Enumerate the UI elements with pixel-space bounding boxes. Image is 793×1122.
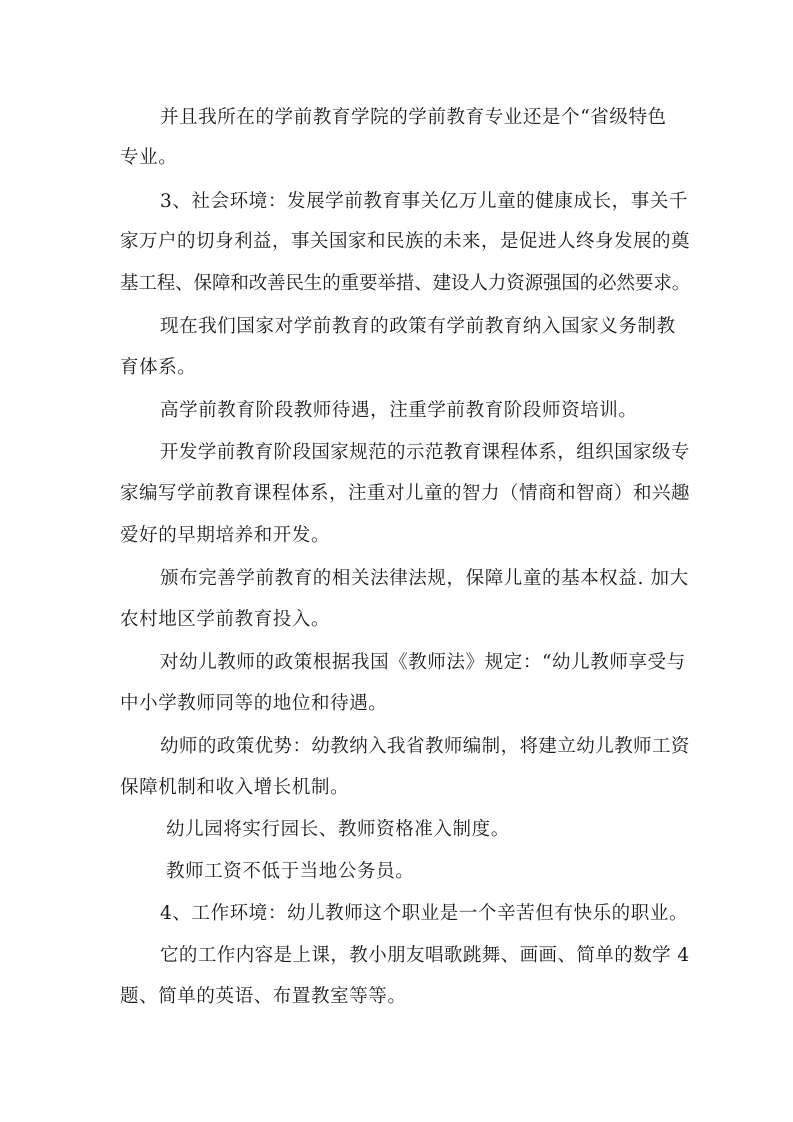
text-line: 它的工作内容是上课，教小朋友唱歌跳舞、画画、简单的数学 4 — [160, 945, 690, 966]
text-line: 中小学教师同等的地位和待遇。 — [120, 693, 388, 714]
text-line: 现在我们国家对学前教育的政策有学前教育纳入国家义务制教 — [160, 316, 676, 337]
text-line: 高学前教育阶段教师待遇，注重学前教育阶段师资培训。 — [160, 400, 638, 421]
text-line: 幼师的政策优势：幼教纳入我省教师编制，将建立幼儿教师工资 — [160, 736, 690, 757]
text-line: 保障机制和收入增长机制。 — [120, 777, 350, 798]
text-line: 基工程、保障和改善民生的重要举措、建设人力资源强国的必然要求。 — [120, 273, 691, 294]
text-line: 幼儿园将实行园长、教师资格准入制度。 — [166, 819, 510, 840]
text-line: 农村地区学前教育投入。 — [120, 609, 331, 630]
text-line: 并且我所在的学前教育学院的学前教育专业还是个“省级特色 — [160, 107, 667, 128]
text-line: 题、简单的英语、布置教室等等。 — [120, 986, 407, 1007]
text-line: 教师工资不低于当地公务员。 — [166, 861, 415, 882]
text-line: 3、社会环境：发展学前教育事关亿万儿童的健康成长，事关千 — [160, 191, 689, 212]
text-line: 开发学前教育阶段国家规范的示范教育课程体系，组织国家级专 — [160, 442, 690, 463]
text-line: 颁布完善学前教育的相关法律法规，保障儿童的基本权益. 加大 — [160, 568, 689, 589]
text-line: 爱好的早期培养和开发。 — [120, 525, 331, 546]
text-line: 家万户的切身利益，事关国家和民族的未来，是促进人终身发展的奠 — [120, 231, 691, 252]
text-line: 家编写学前教育课程体系，注重对儿童的智力（情商和智商）和兴趣 — [120, 483, 691, 504]
text-line: 育体系。 — [120, 357, 197, 378]
text-line: 专业。 — [120, 147, 178, 168]
text-line: 对幼儿教师的政策根据我国《教师法》规定：“幼儿教师享受与 — [160, 652, 686, 673]
text-line: 4、工作环境：幼儿教师这个职业是一个辛苦但有快乐的职业。 — [160, 903, 689, 924]
